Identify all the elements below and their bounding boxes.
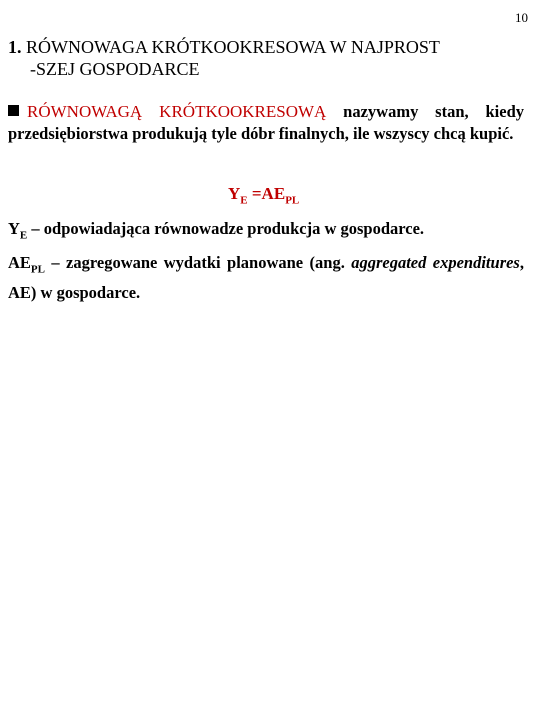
ae-description-before: – zagregowane wydatki planowane (ang. [44, 253, 352, 272]
section-heading [8, 36, 533, 80]
formula-lhs-subscript: E [240, 194, 248, 207]
page-number: 10 [515, 10, 528, 25]
ye-description: – odpowiadająca równowadze produkcja w gospodarce. [27, 219, 425, 238]
ye-symbol: Y [8, 219, 20, 238]
definition-term: RÓWNOWAGĄ KRÓTKOOKRESOWĄ [27, 102, 327, 121]
ae-description-after: , AE) w gospodarce. [8, 253, 524, 303]
formula-rhs-subscript: PL [285, 194, 300, 207]
ye-definition [8, 217, 524, 247]
square-bullet-icon [8, 105, 19, 116]
formula-equals-rhs: =AE [247, 184, 286, 203]
heading-line-1: RÓWNOWAGA KRÓTKOOKRESOWA W NAJPROST [26, 37, 440, 57]
heading-line-2: -SZEJ GOSPODARCE [30, 59, 200, 79]
equilibrium-formula [228, 184, 299, 206]
ae-english-term: aggregated expenditures [351, 253, 520, 272]
definition-text: nazywamy stan, kiedy przedsiębiorstwa produkują tyle dóbr finalnych, ile wszyscy chcą kupić. [8, 102, 525, 143]
definition-paragraph [8, 101, 524, 145]
ae-symbol-subscript: PL [30, 263, 45, 276]
ae-symbol: AE [8, 253, 31, 272]
ye-symbol-subscript: E [19, 229, 28, 242]
heading-number: 1. [8, 37, 22, 57]
ae-definition [8, 251, 524, 304]
formula-lhs: Y [228, 184, 241, 203]
